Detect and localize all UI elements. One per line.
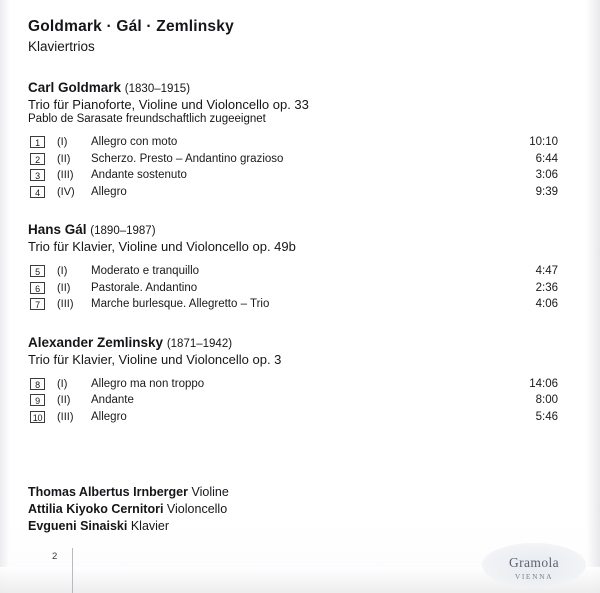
track-number: 7: [30, 298, 45, 310]
page-number: 2: [52, 551, 58, 562]
album-title: Goldmark · Gál · Zemlinsky: [28, 18, 234, 35]
track-title: Scherzo. Presto – Andantino grazioso: [91, 152, 284, 165]
track-row[interactable]: [28, 409, 572, 426]
track-duration: 6:44: [535, 152, 558, 165]
movement-number: (IV): [57, 185, 75, 198]
movement-number: (III): [57, 298, 74, 311]
track-duration: 8:00: [535, 394, 558, 407]
track-row[interactable]: [28, 134, 572, 151]
track-title: Allegro ma non troppo: [91, 377, 205, 390]
work-section: [28, 335, 572, 367]
track-row[interactable]: [28, 263, 572, 280]
performer-name: Attilia Kiyoko Cernitori: [28, 502, 164, 516]
performer-role: Klavier: [130, 519, 170, 533]
movement-number: (I): [57, 377, 68, 390]
track-title: Andante sostenuto: [91, 169, 187, 182]
track-row[interactable]: [28, 392, 572, 409]
performer-entry: [28, 501, 548, 518]
album-subtitle: Klaviertrios: [28, 39, 95, 54]
composer-dates: (1830–1915): [124, 83, 191, 95]
performer-entry: [28, 518, 548, 535]
track-title: Marche burlesque. Allegretto – Trio: [91, 298, 270, 311]
performer-role: Violoncello: [166, 502, 228, 516]
track-row[interactable]: [28, 184, 572, 201]
page-edge-right: [586, 0, 600, 593]
work-composer: [28, 335, 572, 350]
track-row[interactable]: [28, 151, 572, 168]
track-duration: 5:46: [535, 410, 558, 423]
track-list: [28, 376, 572, 426]
track-row[interactable]: [28, 296, 572, 313]
performer-name: Evgueni Sinaiski: [28, 519, 128, 533]
work-composer: [28, 222, 572, 237]
gramola-logo: [482, 543, 586, 587]
work-title: Trio für Klavier, Violine und Violoncello op. 3: [28, 351, 282, 367]
work-composer: [28, 80, 572, 95]
track-list: [28, 134, 572, 200]
track-number: 4: [30, 186, 45, 198]
track-row[interactable]: [28, 167, 572, 184]
track-title: Allegro con moto: [91, 136, 178, 149]
composer-dates: (1890–1987): [90, 225, 156, 237]
performer-name: Thomas Albertus Irnberger: [28, 485, 188, 499]
track-number: 6: [30, 282, 45, 294]
movement-number: (I): [57, 136, 68, 149]
work-title: Trio für Pianoforte, Violine und Violoncello op. 33: [28, 97, 309, 112]
movement-number: (I): [57, 265, 68, 278]
composer-name: Alexander Zemlinsky: [28, 334, 164, 350]
spine-rule: [72, 548, 73, 593]
track-number: 3: [30, 169, 45, 181]
logo-label: Gramola: [508, 555, 560, 570]
work-section: [28, 80, 572, 125]
track-duration: 10:10: [529, 136, 558, 149]
track-title: Allegro: [91, 410, 127, 423]
movement-number: (III): [57, 169, 74, 182]
track-duration: 2:36: [535, 281, 558, 294]
track-title: Andante: [91, 394, 134, 407]
track-title: Allegro: [91, 185, 127, 198]
track-row[interactable]: [28, 280, 572, 297]
track-title: Pastorale. Andantino: [91, 281, 198, 294]
tracklist-content: [28, 18, 572, 447]
work-section: [28, 222, 572, 254]
track-row[interactable]: [28, 376, 572, 393]
track-number: 10: [30, 411, 45, 423]
composer-name: Hans Gál: [28, 222, 87, 237]
track-duration: 4:47: [535, 265, 558, 278]
track-duration: 9:39: [535, 185, 558, 198]
work-title: Trio für Klavier, Violine und Violoncello op. 49b: [28, 239, 296, 254]
composer-name: Carl Goldmark: [28, 80, 122, 95]
track-list: [28, 263, 572, 313]
composer-dates: (1871–1942): [166, 337, 233, 350]
performers-list: [28, 484, 548, 535]
performer-entry: [28, 484, 548, 501]
track-duration: 4:06: [535, 298, 558, 311]
track-number: 2: [30, 153, 45, 165]
track-duration: 3:06: [535, 169, 558, 182]
movement-number: (II): [57, 394, 71, 407]
movement-number: (II): [57, 152, 71, 165]
performer-role: Violine: [191, 485, 229, 499]
movement-number: (III): [57, 410, 74, 423]
movement-number: (II): [57, 281, 71, 294]
page-edge-left: [0, 0, 10, 593]
track-number: 5: [30, 265, 45, 277]
track-number: 8: [30, 378, 45, 390]
track-number: 9: [30, 394, 45, 406]
track-number: 1: [30, 136, 45, 148]
logo-sublabel: VIENNA: [514, 572, 554, 581]
track-title: Moderato e tranquillo: [91, 265, 200, 278]
work-dedication: Pablo de Sarasate freundschaftlich zugeeignet: [28, 113, 266, 125]
track-duration: 14:06: [529, 377, 558, 390]
